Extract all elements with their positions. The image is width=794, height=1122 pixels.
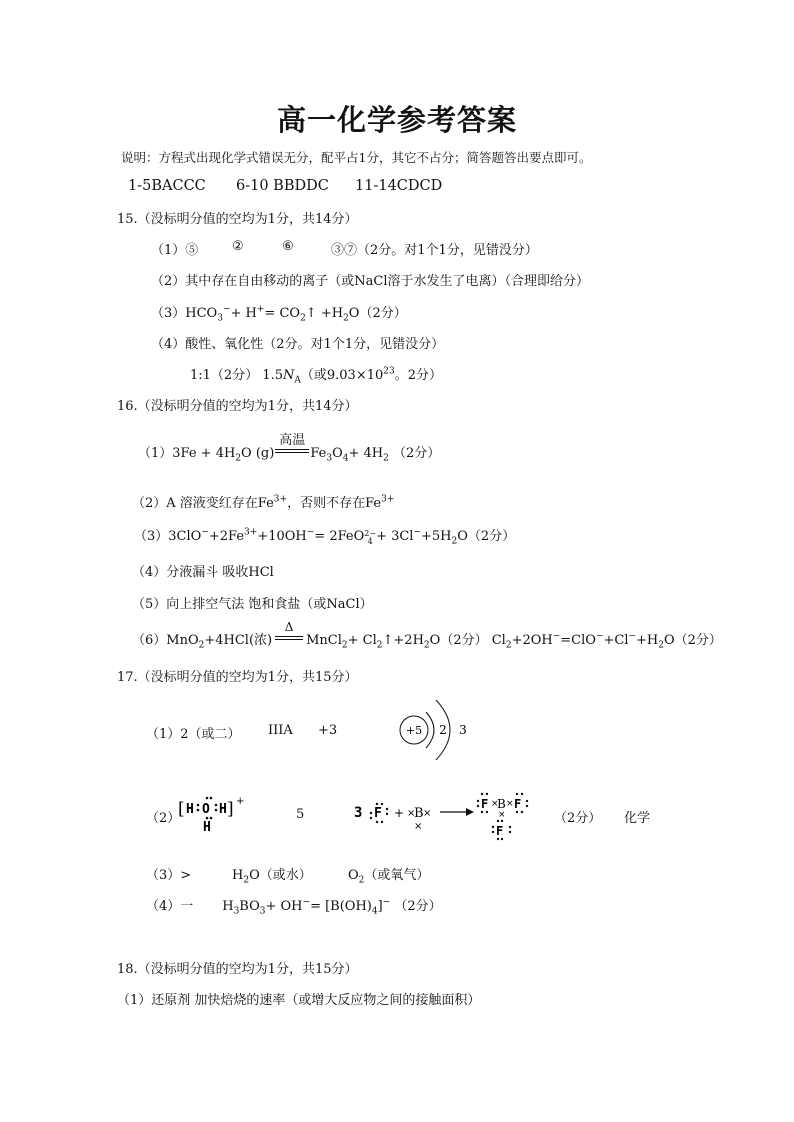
- q16-line6: （6）MnO$_2$+4HCl(浓) Δ MnCl$_2$+ $Cl_2↑+2H_2O(2$分） $Cl_2+2OH^-=ClO^-+Cl^-+H_2O(2$分）: [132, 620, 722, 651]
- shell2-electrons: 3: [459, 723, 467, 737]
- q15-1-a1: （1）⑤: [151, 243, 199, 258]
- q17-1-a2: IIIA: [268, 723, 293, 738]
- svg-text:3: 3: [354, 805, 363, 821]
- q15-1-a4: ③⑦（2分。对1个1分，见错没分）: [331, 243, 538, 258]
- q17-2-tail: （2分）: [554, 811, 602, 826]
- q18-header: 18.（没标明分值的空均为1分，共15分）: [117, 962, 358, 977]
- electron-shell-1-arc: [426, 712, 434, 748]
- q16-line5: （5）向上排空气法 饱和食盐（或NaCl）: [132, 597, 373, 612]
- q17-3-a2: $H_2O$（或水）: [232, 868, 312, 886]
- q17-line4: （4）一 $H_3BO_3+ OH^-= [B(OH)_4]^-$ （2分）: [146, 897, 442, 917]
- svg-text:O: O: [202, 802, 210, 817]
- heat-condition: Δ: [275, 630, 303, 646]
- svg-text:F: F: [374, 806, 382, 821]
- hydronium-electron-formula: [174, 792, 254, 838]
- svg-text:F: F: [496, 824, 504, 838]
- q16-line1: $(1)3Fe + 4H_2O$ (g) 高温 $Fe_3O_4+ 4H_2$ （2分）: [138, 433, 441, 464]
- svg-text:×: ×: [423, 808, 432, 819]
- high-temp-condition: 高温: [275, 443, 309, 459]
- svg-text:B: B: [414, 806, 424, 821]
- svg-text:×: ×: [506, 799, 514, 809]
- q15-1-a3: ⑥: [282, 239, 294, 254]
- q17-header: 17.（没标明分值的空均为1分，共15分）: [117, 670, 358, 685]
- q17-1-a1: （1）2（或二）: [146, 727, 241, 742]
- q16-line4: （4）分液漏斗 吸收HCl: [132, 565, 274, 580]
- q16-line2: （2）A 溶液变红存在$Fe^{3+}$，否则不存在$Fe^{3+}$: [132, 494, 395, 511]
- svg-text:H: H: [219, 802, 227, 817]
- svg-text:×: ×: [491, 799, 499, 809]
- mc-answers-11-14: 11-14CDCD: [355, 178, 443, 194]
- svg-text:F: F: [481, 797, 489, 811]
- svg-text:F: F: [514, 797, 522, 811]
- svg-text:×: ×: [498, 810, 506, 820]
- svg-text:[: [: [178, 799, 185, 819]
- q15-line3: $(3)HCO_3^-+ H^+=$ $CO_2↑ +H_2O(2$分）: [151, 304, 407, 324]
- q15-line5: 1:1（2分） $1.5N_A$（或$9.03\times 10^{23}$。2分）: [190, 366, 442, 386]
- q17-3-a3: $O_2$（或氧气）: [348, 868, 430, 886]
- q16-line3: $(3)3ClO^-+2Fe^{3+}+10OH^-= 2FeO2-$ $4+ 3Cl^-+5H_2O(2$分）: [134, 527, 516, 547]
- svg-text:H: H: [186, 802, 194, 817]
- svg-text:×: ×: [407, 808, 416, 819]
- scoring-note: 说明：方程式出现化学式错误无分，配平占1分，其它不占分；简答题答出要点即可。: [121, 150, 592, 165]
- boron-atom-structure-diagram: [392, 692, 472, 774]
- q15-header: 15.（没标明分值的空均为1分，共14分）: [117, 212, 358, 227]
- q17-2-label: （2）: [146, 811, 181, 826]
- svg-text:+: +: [394, 806, 405, 820]
- q17-2-a2: 5: [296, 807, 305, 822]
- q17-3-a1: （3）>: [146, 868, 192, 883]
- nucleus-charge: +5: [405, 724, 423, 737]
- q17-2-a4: 化学: [624, 811, 651, 826]
- mc-answers-6-10: 6-10 BBDDC: [236, 178, 329, 194]
- svg-text:H: H: [203, 820, 211, 835]
- shell1-electrons: 2: [439, 723, 447, 737]
- page-title: 高一化学参考答案: [276, 103, 517, 137]
- svg-text:×: ×: [414, 821, 423, 832]
- svg-text:]: ]: [227, 799, 234, 819]
- q16-header: 16.（没标明分值的空均为1分，共14分）: [117, 399, 358, 414]
- q18-line1: （1）还原剂 加快焙烧的速率（或增大反应物之间的接触面积）: [117, 993, 481, 1008]
- q15-line2: （2）其中存在自由移动的离子（或NaCl溶于水发生了电离）（合理即给分）: [151, 274, 590, 289]
- svg-text:B: B: [497, 797, 506, 811]
- mc-answers-1-5: 1-5BACCC: [128, 178, 206, 194]
- q17-1-a3: +3: [318, 723, 338, 738]
- bf3-formation-electron-diagram: [350, 782, 554, 842]
- q15-1-a2: ②: [232, 239, 244, 254]
- svg-text:+: +: [236, 796, 245, 807]
- q15-line4: （4）酸性、氧化性（2分。对1个1分，见错没分）: [151, 337, 445, 352]
- q15-line1: [151, 239, 198, 258]
- arrow-head: [466, 808, 474, 816]
